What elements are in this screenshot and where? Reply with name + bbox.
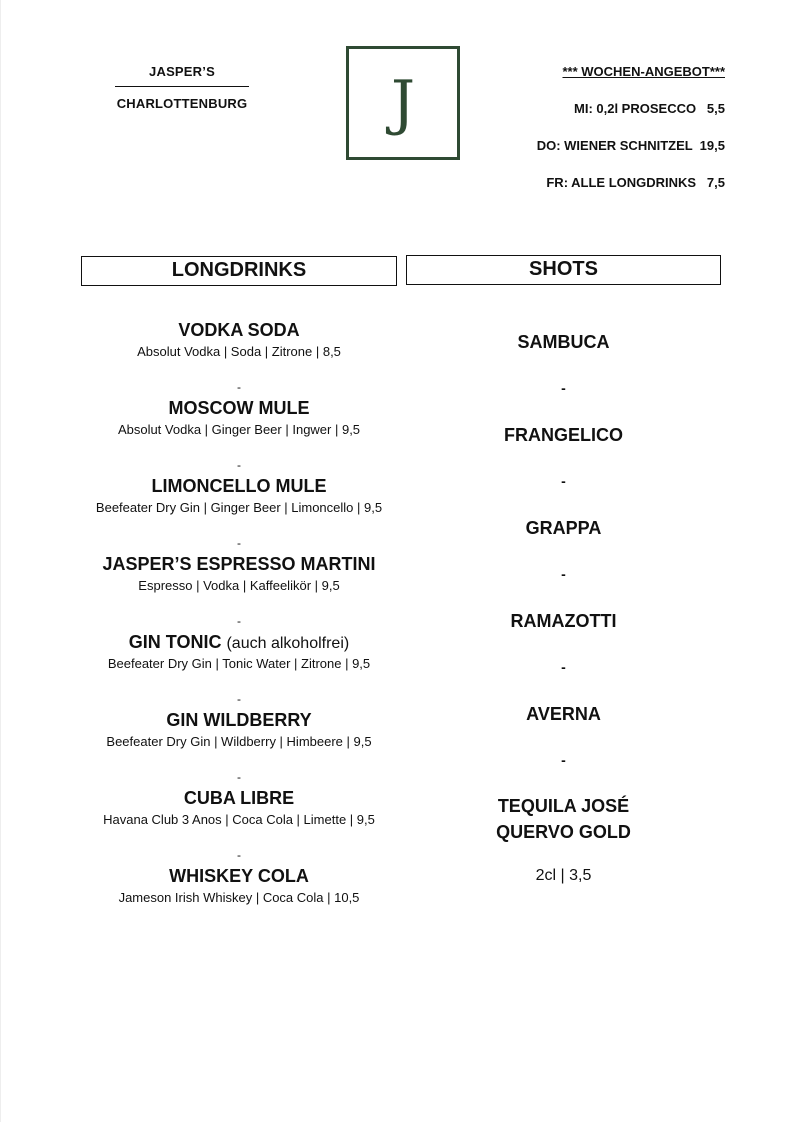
offer-item: DO: WIENER SCHNITZEL 19,5 xyxy=(536,138,725,153)
drink-name: LIMONCELLO MULE xyxy=(151,476,327,496)
shot-item: FRANGELICO xyxy=(504,425,623,445)
separator: - xyxy=(237,692,241,706)
drink-note: (auch alkoholfrei) xyxy=(226,635,350,652)
drink-description: Absolut Vodka | Soda | Zitrone | 8,5 xyxy=(137,344,341,359)
drink-name: CUBA LIBRE xyxy=(183,788,295,808)
drink-item xyxy=(81,552,397,616)
separator: - xyxy=(237,614,241,628)
drink-item xyxy=(81,708,397,772)
shot-item: SAMBUCA xyxy=(517,332,610,352)
shot-item: GRAPPA xyxy=(525,518,602,538)
brand-divider xyxy=(115,86,249,87)
logo-letter: J xyxy=(390,68,416,138)
drink-description: Beefeater Dry Gin | Tonic Water | Zitrone | 9,5 xyxy=(107,656,371,671)
separator: - xyxy=(561,752,566,768)
drink-item xyxy=(81,630,397,694)
separator: - xyxy=(561,566,566,582)
drink-name: VODKA SODA xyxy=(178,320,300,340)
drink-name: MOSCOW MULE xyxy=(168,398,310,418)
separator: - xyxy=(237,458,241,472)
shot-name-line: QUERVO GOLD xyxy=(496,822,631,842)
brand-name: JASPER’S xyxy=(149,64,215,79)
shot-item: AVERNA xyxy=(526,704,601,724)
shot-price: 2cl | 3,5 xyxy=(535,867,592,884)
logo xyxy=(346,46,460,160)
drink-item xyxy=(81,396,397,460)
drink-item xyxy=(81,786,397,850)
drink-name: GIN TONIC (auch alkoholfrei) xyxy=(128,632,350,652)
separator: - xyxy=(237,848,241,862)
section-header-longdrinks: LONGDRINKS xyxy=(81,256,397,286)
drink-description: Espresso | Vodka | Kaffeelikör | 9,5 xyxy=(138,578,340,593)
separator: - xyxy=(237,770,241,784)
shot-item: RAMAZOTTI xyxy=(510,611,617,631)
shots-list xyxy=(406,328,721,887)
section-header-shots: SHOTS xyxy=(406,255,721,285)
separator: - xyxy=(237,380,241,394)
drink-name: WHISKEY COLA xyxy=(169,866,309,886)
brand-block xyxy=(115,62,249,113)
drink-item xyxy=(81,864,397,928)
drink-description: Beefeater Dry Gin | Wildberry | Himbeere | 9,5 xyxy=(106,734,372,749)
brand-location: CHARLOTTENBURG xyxy=(116,96,248,111)
separator: - xyxy=(237,536,241,550)
weekly-offers xyxy=(501,62,725,193)
drink-item xyxy=(81,474,397,538)
drink-description: Beefeater Dry Gin | Ginger Beer | Limoncello | 9,5 xyxy=(95,500,383,515)
offer-item: MI: 0,2l PROSECCO 5,5 xyxy=(574,101,725,116)
separator: - xyxy=(561,659,566,675)
shot-name-line: TEQUILA JOSÉ xyxy=(497,796,630,816)
longdrinks-list xyxy=(81,318,397,928)
separator: - xyxy=(561,473,566,489)
drink-description: Jameson Irish Whiskey | Coca Cola | 10,5 xyxy=(118,890,360,905)
offer-item: FR: ALLE LONGDRINKS 7,5 xyxy=(546,175,725,190)
drink-name: JASPER’S ESPRESSO MARTINI xyxy=(102,554,376,574)
drink-item xyxy=(81,318,397,382)
shot-item-tequila xyxy=(406,793,721,845)
drink-description: Absolut Vodka | Ginger Beer | Ingwer | 9,5 xyxy=(117,422,361,437)
drink-description: Havana Club 3 Anos | Coca Cola | Limette | 9,5 xyxy=(103,812,375,827)
weekly-offers-title: *** WOCHEN-ANGEBOT*** xyxy=(562,64,725,79)
separator: - xyxy=(561,380,566,396)
drink-name: GIN WILDBERRY xyxy=(166,710,312,730)
